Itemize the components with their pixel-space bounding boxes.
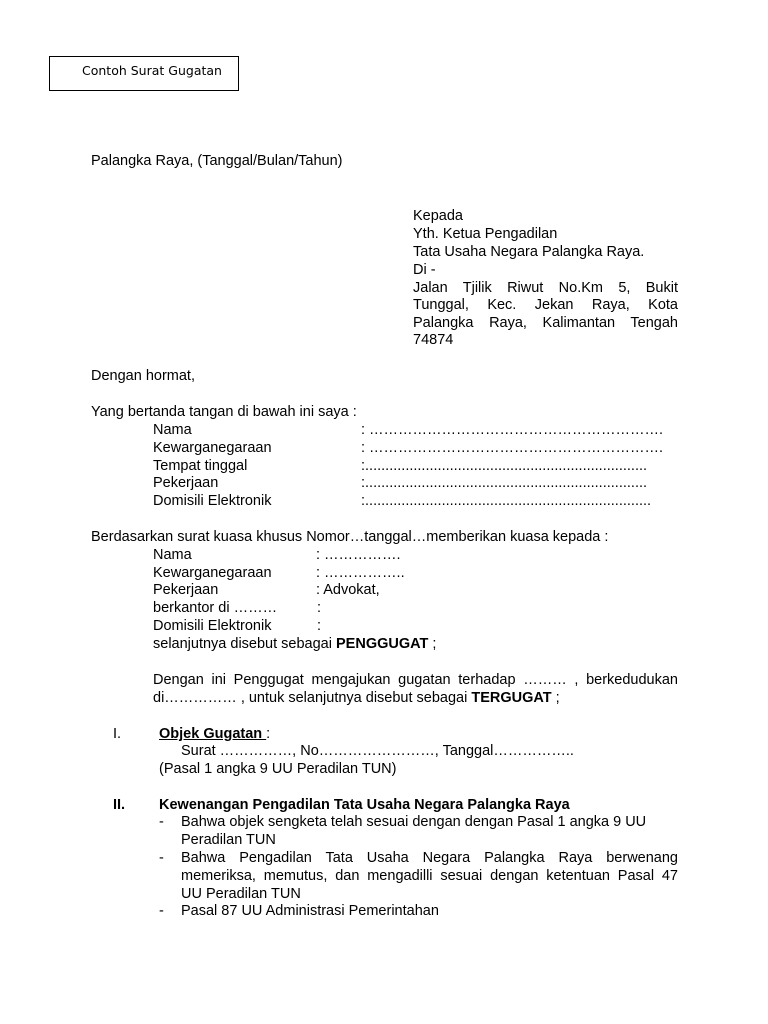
greeting: Dengan hormat, <box>91 368 195 384</box>
bullet-dash: - <box>159 850 164 866</box>
bullet-text: Peradilan TUN <box>181 832 276 848</box>
identity-value: :....................................................................... <box>361 493 652 509</box>
identity-value: : ……………………………………………………. <box>361 440 664 456</box>
bullet-text: UU Peradilan TUN <box>181 886 301 902</box>
attorney-label: Nama <box>153 547 192 563</box>
title-box <box>49 56 239 91</box>
attorney-value: : …………….. <box>316 565 405 581</box>
identity-label: Nama <box>153 422 192 438</box>
section2-number: II. <box>113 797 126 813</box>
recipient-line1: Yth. Ketua Pengadilan <box>413 226 558 242</box>
attorney-label: Pekerjaan <box>153 582 219 598</box>
claim-line2 <box>153 689 560 707</box>
attorney-value: : <box>317 618 322 634</box>
penggugat-suffix: ; <box>428 636 437 652</box>
section1-title: Objek Gugatan <box>159 726 267 742</box>
attorney-value: : <box>317 600 322 616</box>
identity-label: Tempat tinggal <box>153 458 248 474</box>
claim-line1: Dengan ini Penggugat mengajukan gugatan terhadap ……… , berkedudukan <box>153 672 678 688</box>
attorney-label: berkantor di ……… <box>153 600 278 616</box>
bullet-text: memeriksa, memutus, dan mengadilli sesuai dengan ketentuan Pasal 47 <box>181 868 678 884</box>
attorney-value: : Advokat, <box>316 582 380 598</box>
bullet-text: Bahwa objek sengketa telah sesuai dengan dengan Pasal 1 angka 9 UU <box>181 814 647 830</box>
attorney-label: Kewarganegaraan <box>153 565 272 581</box>
bullet-text: Bahwa Pengadilan Tata Usaha Negara Palangka Raya berwenang <box>181 850 678 866</box>
attorney-value: : ……………. <box>316 547 401 563</box>
tergugat-label: TERGUGAT <box>471 690 552 706</box>
recipient-kepada: Kepada <box>413 208 463 224</box>
attorney-label: Domisili Elektronik <box>153 618 272 634</box>
section1-line1: Surat ……………, No……………………, Tanggal…………….. <box>181 743 574 759</box>
identity-label: Kewarganegaraan <box>153 440 272 456</box>
intro-line: Yang bertanda tangan di bawah ini saya : <box>91 404 357 420</box>
identity-label: Pekerjaan <box>153 475 219 491</box>
recipient-address-a: Jalan Tjilik Riwut No.Km 5, Bukit <box>413 280 678 296</box>
bullet-dash: - <box>159 814 164 830</box>
power-of-attorney-intro: Berdasarkan surat kuasa khusus Nomor…tanggal…memberikan kuasa kepada : <box>91 529 609 545</box>
penggugat-prefix: selanjutnya disebut sebagai <box>153 636 336 652</box>
identity-label: Domisili Elektronik <box>153 493 272 509</box>
title-box-text: Contoh Surat Gugatan <box>82 63 222 78</box>
identity-value: :...................................................................... <box>361 475 648 491</box>
penggugat-label: PENGGUGAT <box>336 636 429 652</box>
bullet-dash: - <box>159 903 164 919</box>
section1-heading <box>159 725 270 743</box>
recipient-line3: Di - <box>413 262 436 278</box>
recipient-line2: Tata Usaha Negara Palangka Raya. <box>413 244 645 260</box>
identity-value: :...................................................................... <box>361 458 648 474</box>
recipient-address-d: 74874 <box>413 332 454 348</box>
section1-line2: (Pasal 1 angka 9 UU Peradilan TUN) <box>159 761 397 777</box>
place-date: Palangka Raya, (Tanggal/Bulan/Tahun) <box>91 153 343 169</box>
bullet-text: Pasal 87 UU Administrasi Pemerintahan <box>181 903 439 919</box>
section2-title: Kewenangan Pengadilan Tata Usaha Negara Palangka Raya <box>159 797 570 813</box>
penggugat-line <box>153 635 436 653</box>
section1-colon: : <box>266 726 271 742</box>
recipient-address-b: Tunggal, Kec. Jekan Raya, Kota <box>413 297 678 313</box>
recipient-address-c: Palangka Raya, Kalimantan Tengah <box>413 315 678 331</box>
identity-value: : ……………………………………………………. <box>361 422 664 438</box>
claim-line2-prefix: di…………… , untuk selanjutnya disebut sebagai <box>153 690 472 706</box>
claim-line2-suffix: ; <box>551 690 560 706</box>
section1-number: I. <box>113 726 122 742</box>
